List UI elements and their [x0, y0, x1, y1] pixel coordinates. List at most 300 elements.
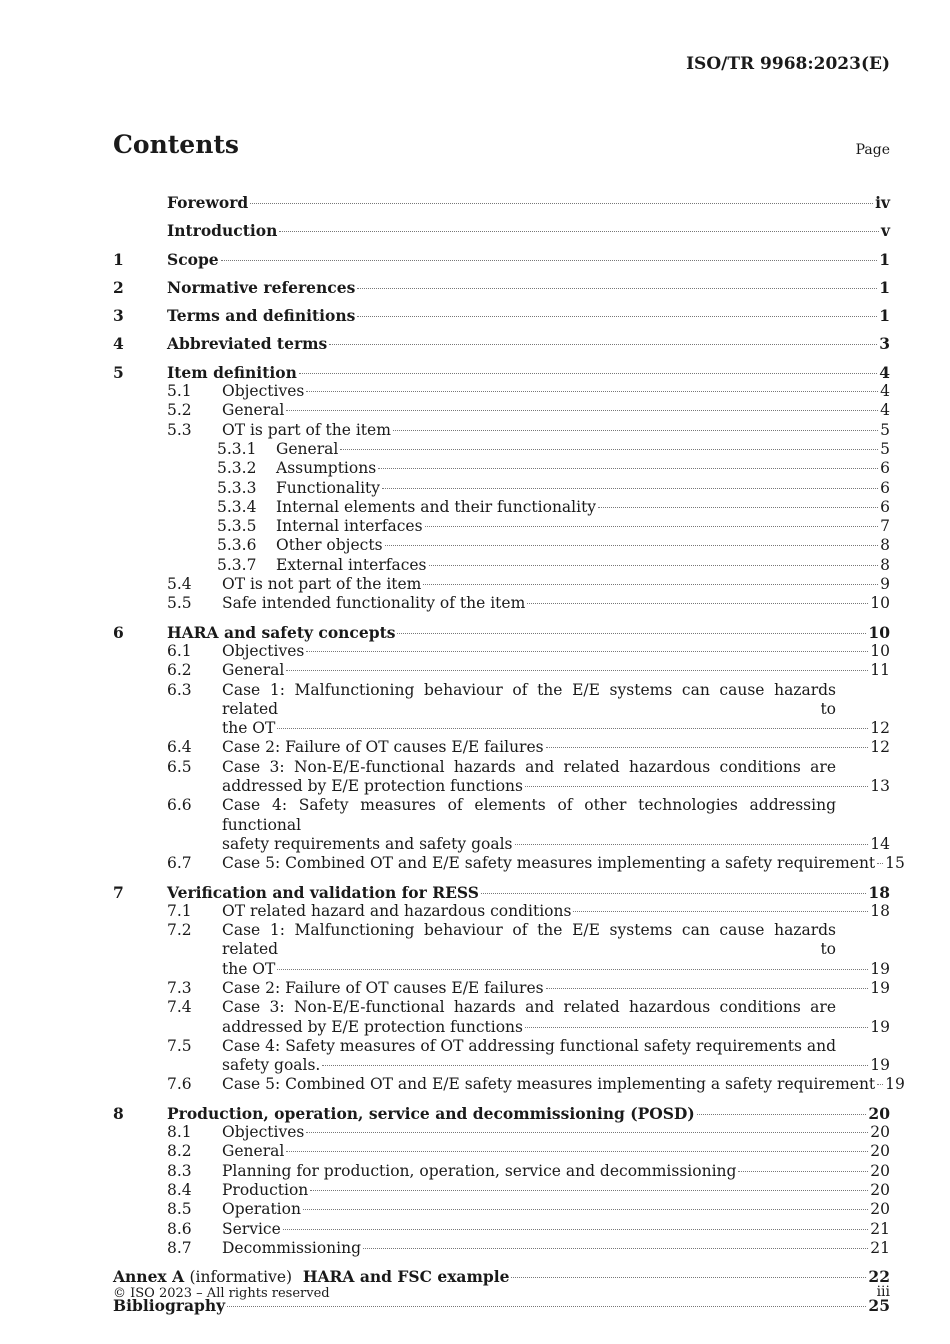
toc-entry-body	[276, 498, 890, 517]
toc-entry-number: 5.2	[167, 401, 192, 420]
toc-entry-title: OT is part of the item	[222, 420, 391, 439]
dot-leader	[598, 507, 878, 508]
toc-entry[interactable]	[113, 278, 890, 297]
annex-qualifier: (informative)	[189, 1268, 293, 1287]
toc-entry-line	[222, 777, 890, 796]
toc-entry-title: Internal interfaces	[276, 517, 423, 536]
toc-entry-number: 7.4	[167, 998, 192, 1017]
dot-leader	[363, 1248, 868, 1249]
toc-entry-page: 4	[880, 401, 890, 420]
document-id: ISO/TR 9968:2023(E)	[686, 54, 890, 74]
toc-entry-number: 7.3	[167, 978, 192, 997]
toc-entry-body	[167, 1104, 890, 1123]
toc-entry-title: Normative references	[167, 277, 356, 297]
toc-entry-annex[interactable]	[113, 1267, 890, 1287]
toc-entry-number: 7.6	[167, 1075, 192, 1094]
toc-entry-body	[222, 421, 890, 440]
toc-entry-page: 20	[870, 1180, 890, 1199]
toc-entry-line	[222, 401, 890, 420]
toc-entry-page: 5	[880, 420, 890, 439]
page-column-label: Page	[855, 142, 890, 158]
dot-leader	[573, 911, 868, 912]
toc-entry-number: 8.2	[167, 1142, 192, 1161]
toc-entry-number: 7.2	[167, 921, 192, 940]
toc-entry[interactable]	[113, 883, 890, 902]
toc-entry-body	[167, 250, 890, 269]
toc-entry[interactable]	[113, 556, 890, 575]
toc-entry-page: 19	[870, 1056, 890, 1075]
toc-entry-body	[167, 363, 890, 382]
toc-entry[interactable]	[113, 1239, 890, 1258]
toc-entry-page: 12	[870, 719, 890, 738]
toc-entry-number: 5.3.5	[217, 517, 257, 536]
toc-entry-page: 19	[870, 959, 890, 978]
toc-entry-number: 5.1	[167, 382, 192, 401]
toc-entry-line	[276, 479, 890, 498]
dot-leader	[221, 260, 878, 261]
dot-leader	[283, 1229, 868, 1230]
toc-entry-number: 5.3.4	[217, 497, 257, 516]
dot-leader	[515, 844, 869, 845]
toc-entry[interactable]	[113, 1200, 890, 1219]
toc-entry-page: 13	[870, 777, 890, 796]
toc-entry-line	[222, 835, 890, 854]
toc-entry-line	[222, 382, 890, 401]
toc-entry-page: 1	[879, 277, 890, 297]
toc-entry-page: 8	[880, 555, 890, 574]
toc-entry-line	[222, 719, 890, 738]
toc-entry-title: Bibliography	[113, 1296, 226, 1316]
toc-entry-title: Functionality	[276, 478, 381, 497]
dot-leader	[511, 1277, 866, 1278]
toc-entry[interactable]	[113, 738, 890, 757]
toc-entry-number: 5.4	[167, 575, 192, 594]
toc-entry-number: 6	[113, 622, 124, 642]
dot-leader	[340, 449, 878, 450]
toc-entry-body	[222, 661, 890, 680]
toc-entry[interactable]	[113, 250, 890, 269]
toc-entry-page: 21	[870, 1238, 890, 1257]
toc-entry-title: Internal elements and their functionality	[276, 497, 597, 516]
toc-entry-body	[222, 921, 890, 979]
toc-entry-body	[276, 556, 890, 575]
toc-entry-number: 5.5	[167, 594, 192, 613]
toc-entry-title-first-line: Case 1: Malfunctioning behaviour of the E/E systems can cause hazards related to	[222, 680, 836, 718]
toc-entry-line	[222, 661, 890, 680]
toc-entry[interactable]	[113, 1162, 890, 1181]
toc-entry-title: HARA and safety concepts	[167, 622, 396, 642]
toc-entry[interactable]	[113, 1075, 905, 1094]
toc-entry-title: External interfaces	[276, 555, 427, 574]
toc-entry-title: the OT	[222, 959, 276, 978]
dot-leader	[286, 410, 878, 411]
toc-entry-title: General	[222, 401, 285, 420]
toc-entry-number: 8.6	[167, 1219, 192, 1238]
dot-leader	[329, 344, 877, 345]
toc-entry-page: 20	[870, 1200, 890, 1219]
toc-entry-title	[113, 1267, 509, 1287]
toc-entry-number: 8.7	[167, 1238, 192, 1257]
toc-entry-number: 8.5	[167, 1200, 192, 1219]
toc-entry-body	[167, 306, 890, 325]
toc-entry-number: 8.3	[167, 1161, 192, 1180]
toc-entry[interactable]	[113, 536, 890, 555]
toc-entry-line	[167, 363, 890, 382]
toc-entry-line	[222, 902, 890, 921]
dot-leader	[393, 430, 878, 431]
dot-leader	[378, 468, 878, 469]
toc-entry[interactable]	[113, 623, 890, 642]
toc-entry[interactable]	[113, 306, 890, 325]
dot-leader	[357, 316, 877, 317]
toc-entry-body	[276, 440, 890, 459]
toc-entry-body	[222, 1037, 890, 1076]
toc-entry-number: 5.3.7	[217, 555, 257, 574]
annex-label: Annex A	[113, 1267, 185, 1287]
toc-entry-line	[167, 221, 890, 240]
toc-entry-body	[222, 854, 905, 873]
toc-entry[interactable]	[113, 796, 890, 854]
toc-entry-title: safety requirements and safety goals	[222, 834, 513, 853]
toc-entry-page: 6	[880, 478, 890, 497]
toc-entry-number: 7	[113, 882, 124, 902]
toc-entry-number: 5	[113, 362, 124, 382]
toc-entry-page: 1	[879, 306, 890, 326]
toc-entry-title: Case 2: Failure of OT causes E/E failures	[222, 738, 544, 757]
toc-entry[interactable]	[113, 1220, 890, 1239]
toc-entry-page: 6	[880, 497, 890, 516]
toc-entry-line	[167, 278, 890, 297]
toc-entry-number: 6.7	[167, 854, 192, 873]
toc-entry-title-first-line: Case 4: Safety measures of elements of other technologies addressing functional	[222, 796, 836, 834]
toc-entry-body	[276, 459, 890, 478]
toc-entry-title: Case 5: Combined OT and E/E safety measures implementing a safety requirement	[222, 1075, 876, 1094]
toc-entry-title-first-line: Case 4: Safety measures of OT addressing functional safety requirements and	[222, 1036, 836, 1055]
toc-entry-body	[222, 1142, 890, 1161]
toc-entry-line	[222, 854, 905, 873]
toc-entry[interactable]	[113, 401, 890, 420]
toc-entry-title: Safe intended functionality of the item	[222, 594, 526, 613]
dot-leader	[286, 1151, 868, 1152]
toc-entry-line	[222, 960, 890, 979]
toc-entry-title: Planning for production, operation, service and decommissioning	[222, 1161, 737, 1180]
dot-leader	[527, 603, 868, 604]
toc-entry-title: Item definition	[167, 362, 297, 382]
toc-entry[interactable]	[113, 498, 890, 517]
toc-entry-body	[167, 883, 890, 902]
toc-entry-number: 8.4	[167, 1180, 192, 1199]
dot-leader	[397, 633, 866, 634]
toc-entry-page: 11	[870, 661, 890, 680]
toc-entry[interactable]	[113, 979, 890, 998]
toc-entry-number: 5.3.1	[217, 439, 257, 458]
toc-entry-page: 10	[870, 594, 890, 613]
toc-entry-number: 6.5	[167, 757, 192, 776]
dot-leader	[357, 288, 877, 289]
toc-entry-line	[222, 1181, 890, 1200]
toc-entry-line	[222, 1018, 890, 1037]
toc-entry-line	[222, 421, 890, 440]
toc-entry-line	[222, 642, 890, 661]
toc-entry-page: 22	[868, 1267, 890, 1287]
toc-entry-line	[167, 193, 890, 212]
toc-entry-body	[276, 517, 890, 536]
dot-leader	[425, 526, 879, 527]
toc-entry-page: 1	[879, 249, 890, 269]
toc-entry-body	[222, 1239, 890, 1258]
toc-entry-page: 15	[885, 854, 905, 873]
toc-entry-body	[222, 1075, 905, 1094]
toc-entry[interactable]	[113, 642, 890, 661]
toc-entry-title: Verification and validation for RESS	[167, 882, 479, 902]
toc-entry-line	[113, 1267, 890, 1287]
toc-entry-body	[167, 334, 890, 353]
toc-entry-body	[222, 382, 890, 401]
dot-leader	[423, 584, 878, 585]
toc-entry[interactable]	[113, 221, 890, 240]
toc-entry-number: 6.3	[167, 680, 192, 699]
dot-leader	[250, 203, 873, 204]
toc-entry-page: v	[880, 221, 890, 241]
toc-entry-title: Operation	[222, 1200, 301, 1219]
toc-entry-page: 19	[870, 1017, 890, 1036]
toc-entry-line	[167, 883, 890, 902]
toc-entry-line	[276, 536, 890, 555]
toc-entry-number: 7.1	[167, 901, 192, 920]
toc-entry[interactable]	[113, 1181, 890, 1200]
toc-entry-line	[222, 1200, 890, 1219]
toc-entry-line	[222, 979, 890, 998]
toc-entry-line	[222, 1123, 890, 1142]
toc-entry-title-first-line: Case 3: Non-E/E-functional hazards and related hazardous conditions are	[222, 757, 836, 776]
toc-entry[interactable]	[113, 382, 890, 401]
toc-entry-number: 6.6	[167, 796, 192, 815]
toc-entry-body	[222, 1123, 890, 1142]
toc-entry-line	[222, 594, 890, 613]
toc-entry-title: Case 2: Failure of OT causes E/E failures	[222, 978, 544, 997]
toc-entry-body	[276, 536, 890, 555]
toc-entry-title: General	[222, 1142, 285, 1161]
toc-entry[interactable]	[113, 1037, 890, 1076]
toc-entry-line	[276, 498, 890, 517]
dot-leader	[303, 1209, 868, 1210]
toc-entry-body	[222, 575, 890, 594]
toc-entry[interactable]	[113, 1104, 890, 1123]
toc-entry-title-first-line: Case 3: Non-E/E-functional hazards and related hazardous conditions are	[222, 998, 836, 1017]
toc-entry-page: 21	[870, 1219, 890, 1238]
toc-entry-title: OT related hazard and hazardous conditions	[222, 901, 572, 920]
toc-entry[interactable]	[113, 902, 890, 921]
toc-entry-line	[222, 1075, 905, 1094]
toc-entry-title: Foreword	[167, 193, 249, 212]
toc-entry-page: 19	[870, 978, 890, 997]
toc-entry-page: 18	[868, 882, 890, 902]
toc-entry-line	[276, 459, 890, 478]
footer-page-number: iii	[876, 1284, 890, 1300]
toc-entry-title: Decommissioning	[222, 1238, 362, 1257]
toc-entry-page: 6	[880, 459, 890, 478]
toc-entry-body	[222, 1162, 890, 1181]
toc-entry-line	[276, 517, 890, 536]
toc-entry-body	[222, 681, 890, 739]
dot-leader	[277, 728, 868, 729]
toc-entry-number: 1	[113, 249, 124, 269]
toc-entry-title: Objectives	[222, 641, 305, 660]
toc-entry[interactable]	[113, 517, 890, 536]
toc-entry-line	[167, 334, 890, 353]
dot-leader	[546, 747, 869, 748]
toc-entry-title: Assumptions	[276, 459, 377, 478]
dot-leader	[279, 231, 879, 232]
toc-entry-line	[167, 623, 890, 642]
toc-entry-title: Case 5: Combined OT and E/E safety measures implementing a safety requirement	[222, 854, 876, 873]
toc-entry-number: 5.3.6	[217, 536, 257, 555]
toc-entry-page: 18	[870, 901, 890, 920]
toc-entry-number: 4	[113, 334, 124, 354]
toc-entry[interactable]	[113, 193, 890, 212]
toc-entry-line	[222, 1220, 890, 1239]
dot-leader	[382, 488, 878, 489]
toc-entry-page: 20	[868, 1103, 890, 1123]
dot-leader	[322, 1065, 868, 1066]
dot-leader	[227, 1306, 866, 1307]
toc-entry[interactable]	[113, 854, 905, 873]
dot-leader	[525, 1027, 868, 1028]
toc-entry-page: iv	[875, 193, 890, 212]
toc-entry[interactable]	[113, 334, 890, 353]
toc-entry[interactable]	[113, 1123, 890, 1142]
toc-entry-page: 10	[870, 641, 890, 660]
dot-leader	[697, 1114, 867, 1115]
dot-leader	[429, 565, 879, 566]
toc-entry-page: 12	[870, 738, 890, 757]
toc-entry[interactable]	[113, 998, 890, 1037]
toc-entry-body	[222, 642, 890, 661]
toc-entry-body	[167, 193, 890, 212]
toc-entry-line	[222, 738, 890, 757]
toc-entry[interactable]	[113, 575, 890, 594]
toc-entry-body	[167, 221, 890, 240]
toc-entry-number: 6.2	[167, 661, 192, 680]
toc-entry-body	[222, 998, 890, 1037]
toc-entry[interactable]	[113, 681, 890, 739]
dot-leader	[286, 670, 868, 671]
toc-entry-body	[222, 594, 890, 613]
toc-entry-line	[222, 1162, 890, 1181]
toc-entry-title: addressed by E/E protection functions	[222, 1017, 523, 1036]
toc-entry[interactable]	[113, 459, 890, 478]
toc-entry-body	[222, 1200, 890, 1219]
toc-entry-body	[113, 1267, 890, 1287]
dot-leader	[481, 893, 866, 894]
toc-entry-body	[222, 979, 890, 998]
toc-entry-number: 5.3.2	[217, 459, 257, 478]
toc-entry-line	[276, 440, 890, 459]
toc-entry-page: 19	[885, 1075, 905, 1094]
dot-leader	[310, 1190, 868, 1191]
toc-entry-page: 14	[870, 834, 890, 853]
toc-entry[interactable]	[113, 921, 890, 979]
toc-entry-line	[167, 250, 890, 269]
toc-entry[interactable]	[113, 661, 890, 680]
toc-entry-page: 4	[879, 362, 890, 382]
toc-entry-title: Other objects	[276, 536, 383, 555]
toc-entry[interactable]	[113, 479, 890, 498]
dot-leader	[306, 651, 868, 652]
toc-entry-line	[167, 1104, 890, 1123]
toc-entry-title: Objectives	[222, 1123, 305, 1142]
toc-entry-body	[276, 479, 890, 498]
dot-leader	[277, 969, 868, 970]
dot-leader	[877, 863, 883, 864]
toc-entry[interactable]	[113, 758, 890, 797]
toc-entry-title: Abbreviated terms	[167, 334, 328, 354]
toc-entry[interactable]	[113, 1142, 890, 1161]
toc-entry-title: Scope	[167, 249, 219, 269]
toc-entry-title: OT is not part of the item	[222, 575, 422, 594]
toc-entry-body	[222, 758, 890, 797]
toc-entry-page: 20	[870, 1161, 890, 1180]
toc-entry-number: 6.1	[167, 641, 192, 660]
toc-entry[interactable]	[113, 440, 890, 459]
toc-entry-body	[222, 401, 890, 420]
table-of-contents	[113, 184, 905, 1316]
toc-entry-page: 5	[880, 439, 890, 458]
toc-entry-number: 7.5	[167, 1036, 192, 1055]
toc-entry-page: 20	[870, 1123, 890, 1142]
toc-entry-line	[167, 306, 890, 325]
toc-entry-number: 8	[113, 1103, 124, 1123]
toc-entry-page: 7	[880, 517, 890, 536]
toc-entry[interactable]	[113, 363, 890, 382]
toc-entry-title: addressed by E/E protection functions	[222, 777, 523, 796]
dot-leader	[385, 545, 879, 546]
toc-entry-page: 8	[880, 536, 890, 555]
toc-entry-page: 25	[868, 1296, 890, 1316]
toc-entry-line	[222, 1239, 890, 1258]
toc-entry-page: 10	[868, 622, 890, 642]
toc-entry-title-first-line: Case 1: Malfunctioning behaviour of the E/E systems can cause hazards related to	[222, 921, 836, 959]
toc-entry[interactable]	[113, 421, 890, 440]
dot-leader	[525, 786, 868, 787]
toc-entry-body	[167, 278, 890, 297]
toc-entry-title: Objectives	[222, 382, 305, 401]
page-title: Contents	[113, 130, 240, 159]
toc-entry-line	[222, 575, 890, 594]
dot-leader	[738, 1171, 868, 1172]
toc-entry-title: the OT	[222, 719, 276, 738]
toc-entry-title: Production	[222, 1180, 309, 1199]
toc-entry-number: 2	[113, 277, 124, 297]
toc-entry-body	[222, 902, 890, 921]
toc-entry-title: General	[276, 439, 339, 458]
toc-entry-line	[222, 1142, 890, 1161]
dot-leader	[546, 988, 869, 989]
toc-entry-title: General	[222, 661, 285, 680]
dot-leader	[877, 1084, 883, 1085]
toc-entry-title: Introduction	[167, 221, 278, 241]
toc-entry-title: Terms and definitions	[167, 306, 356, 326]
toc-entry[interactable]	[113, 594, 890, 613]
toc-entry-body	[222, 738, 890, 757]
dot-leader	[306, 391, 878, 392]
dot-leader	[299, 373, 877, 374]
toc-entry-body	[222, 1181, 890, 1200]
footer-copyright: © ISO 2023 – All rights reserved	[113, 1286, 330, 1301]
toc-entry-title: Service	[222, 1219, 281, 1238]
toc-entry-number: 5.3	[167, 420, 192, 439]
toc-entry-line	[276, 556, 890, 575]
